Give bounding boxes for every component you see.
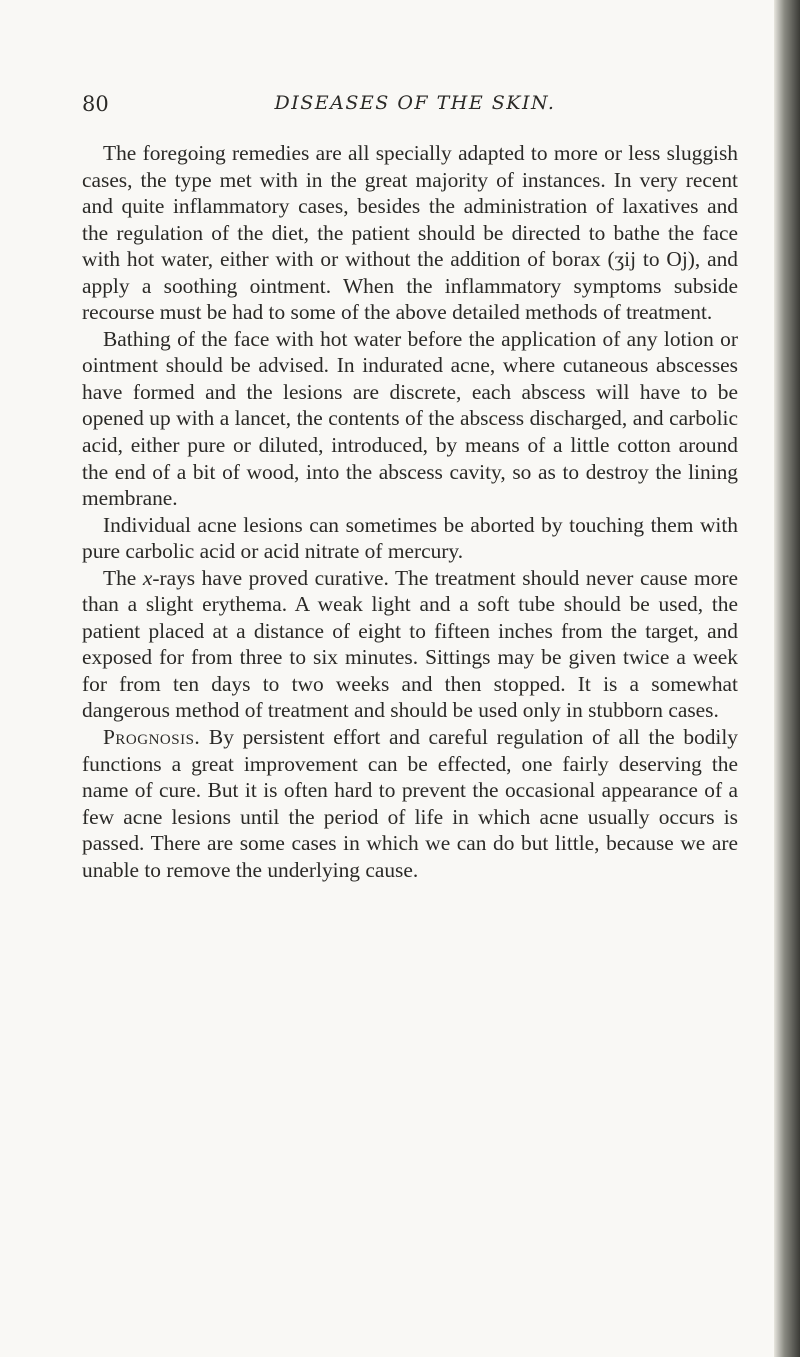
paragraph-x-rays (82, 565, 738, 724)
body-text (82, 140, 738, 883)
page-header (82, 92, 748, 120)
page-number: 80 (82, 92, 109, 116)
x-rays-text: -rays have proved curative. The treatment should never cause more than a slight erythema. A weak light and a soft tube should be used, the patient placed at a distance of eight to fifteen inches from the target, and exposed for from three to six minutes. Sittings may be given twice a week for from ten days to two weeks and then stopped. It is a somewhat dangerous method of treatment and should be used only in stubborn cases. (82, 565, 738, 723)
x-rays-lead: The (103, 565, 143, 590)
paragraph-remedies: The foregoing remedies are all specially adapted to more or less sluggish cases, the type met with in the great majority of instances. In very recent and quite inflammatory cases, besides the administration of laxatives and the regulation of the diet, the patient should be directed to bathe the face with hot water, either with or without the addition of borax (ʒij to Oj), and apply a soothing ointment. When the inflammatory symptoms subside recourse must be had to some of the above detailed methods of treatment. (82, 141, 738, 325)
paragraph-individual-lesions: Individual acne lesions can sometimes be aborted by touching them with pure carbolic acid or acid nitrate of mercury. (82, 512, 738, 564)
running-head: DISEASES OF THE SKIN. (274, 92, 556, 114)
paragraph-bathing: Bathing of the face with hot water before the application of any lotion or ointment should be advised. In indurated acne, where cutaneous abscesses have formed and the lesions are discrete, each abscess will have to be opened up with a lancet, the contents of the abscess discharged, and carbolic acid, either pure or diluted, introduced, by means of a little cotton around the end of a bit of wood, into the abscess cavity, so as to destroy the lining membrane. (82, 326, 738, 511)
page-binding-edge (774, 0, 800, 1357)
prognosis-heading: Prognosis. (103, 725, 201, 750)
prognosis-text: By persistent effort and careful regulation of all the bodily functions a great improvement can be effected, one fairly deserving the name of cure. But it is often hard to prevent the occasional appearance of a few acne lesions until the period of life in which acne usually occurs is passed. There are some cases in which we can do but little, because we are unable to remove the underlying cause. (82, 725, 738, 882)
paragraph-prognosis (82, 724, 738, 883)
x-rays-italic-x: x (142, 565, 153, 590)
